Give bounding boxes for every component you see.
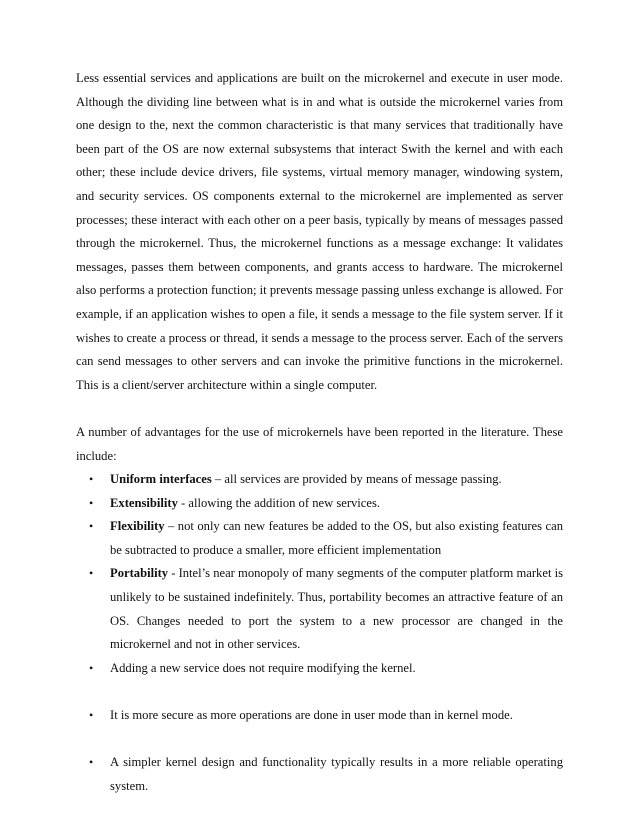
list-item xyxy=(89,492,563,516)
advantage-text: - Intel’s near monopoly of many segments of the computer platform market is unlikely to be sustained indefinitely. Thus, portability becomes an attractive feature of an OS. Changes needed to port the system to a new processor are changed in the microkernel and not in other services. xyxy=(110,566,563,652)
bullet-icon: • xyxy=(89,708,94,723)
advantage-text: Adding a new service does not require modifying the kernel. xyxy=(110,660,416,675)
advantage-term: Portability xyxy=(110,566,169,581)
advantages-list xyxy=(76,468,563,798)
bullet-icon: • xyxy=(89,566,94,581)
bullet-icon: • xyxy=(89,660,94,675)
bullet-icon: • xyxy=(89,519,94,534)
advantage-text: A simpler kernel design and functionality typically results in a more reliable operating system. xyxy=(110,755,563,793)
paragraph-microkernel-overview: Less essential services and applications are built on the microkernel and execute in user mode. Although the dividing line between what is in and what is outside the microkernel varies from one design to the, next the common characteristic is that many services that traditionally have been part of the OS are now external subsystems that interact Swith the kernel and with each other; these include device drivers, file systems, virtual memory manager, windowing system, and security services. OS components external to the microkernel are implemented as server processes; these interact with each other on a peer basis, typically by means of messages passed through the microkernel. Thus, the microkernel functions as a message exchange: It validates messages, passes them between components, and grants access to hardware. The microkernel also performs a protection function; it prevents message passing unless exchange is allowed. For example, if an application wishes to open a file, it sends a message to the file system server. If it wishes to create a process or thread, it sends a message to the process server. Each of the servers can send messages to other servers and can invoke the primitive functions in the microkernel. This is a client/server architecture within a single computer. xyxy=(76,71,563,392)
advantage-text: – all services are provided by means of message passing. xyxy=(211,472,502,487)
advantage-text: - allowing the addition of new services. xyxy=(177,495,381,510)
advantage-term: Extensibility xyxy=(110,495,178,510)
list-item xyxy=(89,562,563,656)
list-item xyxy=(89,657,563,681)
bullet-icon: • xyxy=(89,495,94,510)
list-item xyxy=(89,751,563,798)
advantage-text: – not only can new features be added to the OS, but also existing features can be subtracted to produce a smaller, more efficient implementation xyxy=(110,519,563,557)
list-item xyxy=(89,704,563,728)
advantage-term: Uniform interfaces xyxy=(110,472,212,487)
advantage-text: It is more secure as more operations are done in user mode than in kernel mode. xyxy=(110,708,513,723)
document-body xyxy=(76,67,563,798)
bullet-icon: • xyxy=(89,472,94,487)
advantage-term: Flexibility xyxy=(110,519,165,534)
bullet-icon: • xyxy=(89,755,94,770)
list-item xyxy=(89,515,563,562)
list-item xyxy=(89,468,563,492)
paragraph-advantages-intro: A number of advantages for the use of microkernels have been reported in the literature. These include: xyxy=(76,424,563,463)
